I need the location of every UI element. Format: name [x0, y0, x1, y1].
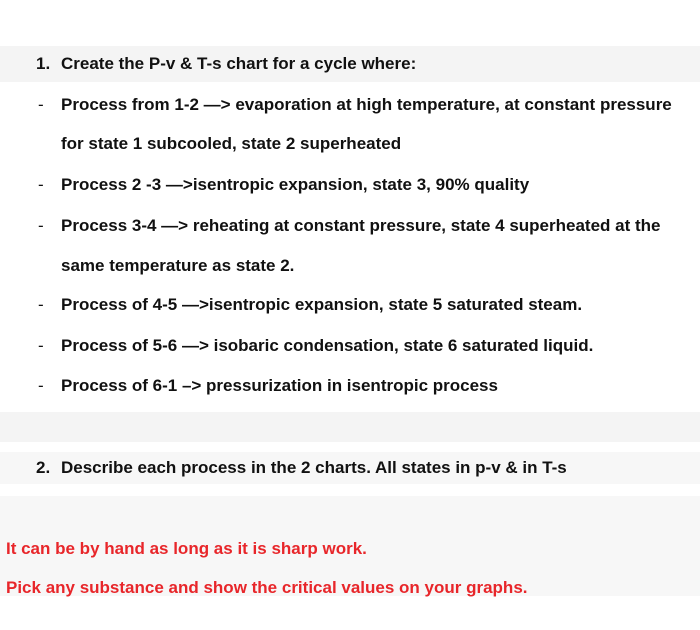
question-2-number: 2. — [36, 458, 51, 477]
list-item-text: Process of 4-5 —>isentropic expansion, state 5 saturated steam. — [61, 295, 583, 314]
bullet-dash: - — [38, 216, 44, 235]
bullet-dash: - — [38, 95, 44, 114]
question-1-title: Create the P-v & T-s chart for a cycle where: — [61, 54, 417, 73]
list-item-text: Process of 5-6 —> isobaric condensation, state 6 saturated liquid. — [61, 336, 594, 355]
bullet-dash: - — [38, 336, 44, 355]
list-item-continuation: same temperature as state 2. — [61, 256, 295, 275]
list-item-text: Process of 6-1 –> pressurization in isentropic process — [61, 376, 498, 395]
note-line-1: It can be by hand as long as it is sharp work. — [6, 539, 367, 558]
row-band — [0, 412, 700, 442]
bullet-dash: - — [38, 175, 44, 194]
bullet-dash: - — [38, 295, 44, 314]
question-1-number: 1. — [36, 54, 51, 73]
list-item-continuation: for state 1 subcooled, state 2 superheated — [61, 134, 402, 153]
note-line-2: Pick any substance and show the critical values on your graphs. — [6, 578, 528, 597]
question-2-title: Describe each process in the 2 charts. All states in p-v & in T-s — [61, 458, 567, 477]
list-item-text: Process 3-4 —> reheating at constant pressure, state 4 superheated at the — [61, 216, 661, 235]
bullet-dash: - — [38, 376, 44, 395]
list-item-text: Process 2 -3 —>isentropic expansion, state 3, 90% quality — [61, 175, 530, 194]
list-item-text: Process from 1-2 —> evaporation at high temperature, at constant pressure — [61, 95, 672, 114]
